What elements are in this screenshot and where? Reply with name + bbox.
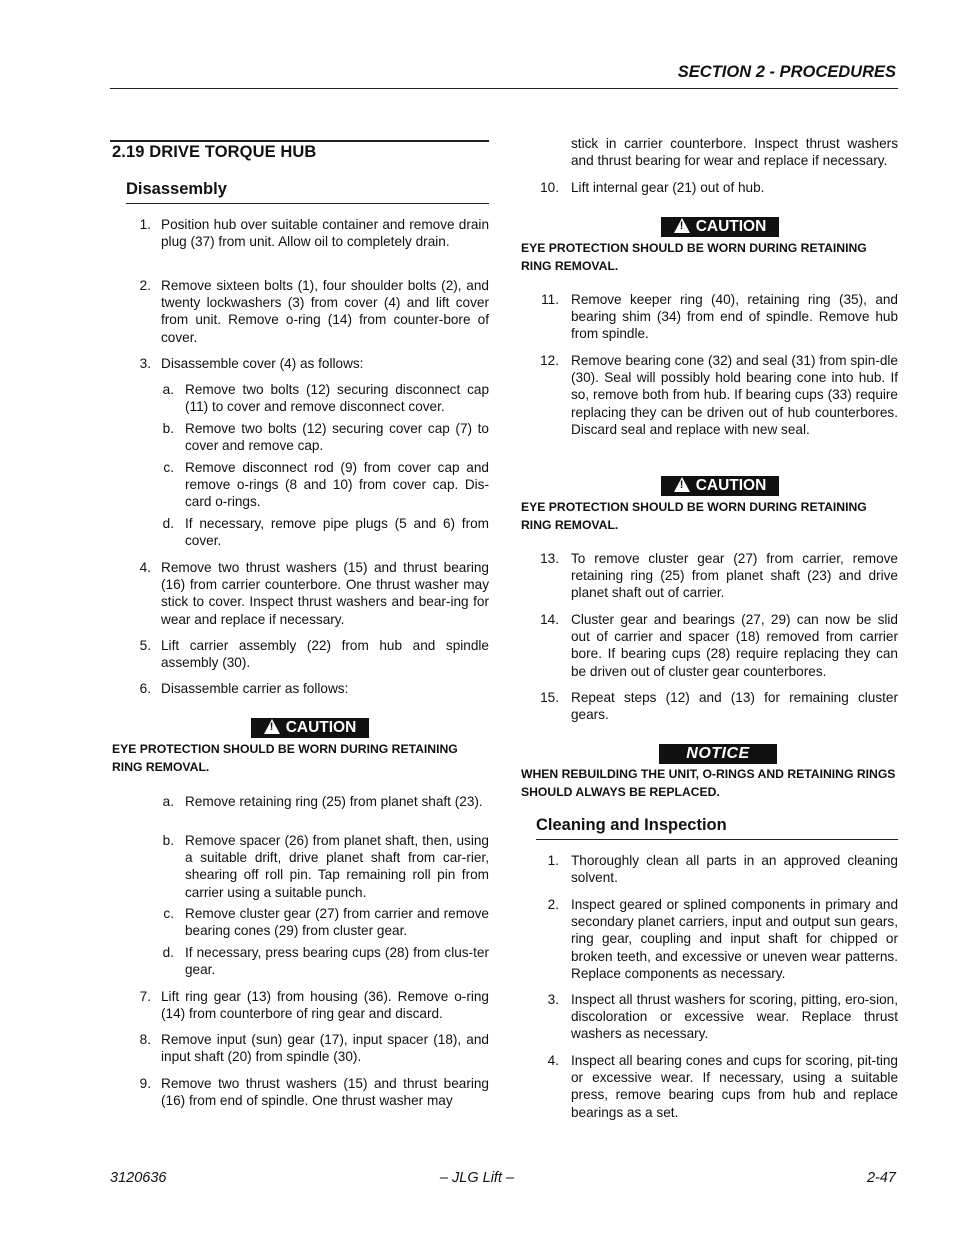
- step-7: [139, 988, 489, 1022]
- warning-triangle-icon: !: [674, 477, 690, 492]
- substep-text: Remove two bolts (12) securing disconnect cap (11) to cover and remove disconnect cover.: [185, 382, 489, 415]
- caution-text: EYE PROTECTION SHOULD BE WORN DURING RETAINING RING REMOVAL.: [521, 241, 867, 273]
- substep-letter: c.: [163, 460, 174, 475]
- header-divider: [110, 88, 898, 89]
- substep-3c: [163, 459, 489, 511]
- step-6: [139, 680, 489, 697]
- step-number: 2.: [547, 897, 559, 912]
- step-1: [139, 216, 489, 250]
- cleaning-step-3: [547, 991, 898, 1043]
- substep-6c: [163, 905, 489, 939]
- section-title: 2.19 DRIVE TORQUE HUB: [112, 143, 317, 161]
- step-text: Disassemble cover (4) as follows:: [161, 356, 364, 371]
- step-text: Thoroughly clean all parts in an approved cleaning solvent.: [571, 853, 898, 886]
- section-header-title: SECTION 2 - PROCEDURES: [677, 63, 896, 81]
- step-text: Remove two thrust washers (15) and thrust bearing (16) from end of spindle. One thrust washer may: [161, 1076, 489, 1109]
- caution-label: CAUTION: [695, 477, 767, 494]
- step-number: 13.: [540, 551, 559, 566]
- substep-text: Remove two bolts (12) securing cover cap (7) to cover and remove cap.: [185, 421, 489, 454]
- step-text: Inspect geared or splined components in primary and secondary planet carriers, input and output sun gears, ring gear, coupling and input shaft for chipped or broken teeth, and excessive or uneven wear patterns. Replace components as necessary.: [571, 897, 898, 981]
- step-text: Inspect all thrust washers for scoring, pitting, ero-sion, discoloration or excessive wear. Replace thrust washers as necessary.: [571, 992, 898, 1042]
- step-number: 1.: [547, 853, 559, 868]
- substep-text: Remove retaining ring (25) from planet shaft (23).: [185, 794, 483, 809]
- notice-text: WHEN REBUILDING THE UNIT, O-RINGS AND RETAINING RINGS SHOULD ALWAYS BE REPLACED.: [521, 767, 896, 799]
- substep-3a: [162, 381, 489, 415]
- substep-6b: [162, 832, 489, 901]
- cleaning-step-1: [547, 852, 898, 886]
- step-13: [540, 550, 898, 602]
- step-number: 1.: [139, 217, 151, 232]
- substep-text: Remove spacer (26) from planet shaft, then, using a suitable drift, drive planet shaft from car-rier, shearing off roll pin. Tap remaining roll pin from carrier using a suitable punch.: [185, 833, 489, 900]
- step-number: 3.: [139, 356, 151, 371]
- substep-letter: a.: [162, 382, 174, 397]
- substep-letter: d.: [162, 945, 174, 960]
- step-text: Lift ring gear (13) from housing (36). Remove o-ring (14) from counterbore of ring gear and discard.: [161, 989, 489, 1022]
- step-number: 4.: [139, 560, 151, 575]
- step-text: Remove sixteen bolts (1), four shoulder bolts (2), and twenty lockwashers (3) from cover (4) and lift cover from unit. Remove o-ring (14) from counter-bore of cover.: [161, 278, 489, 345]
- step-12: [540, 352, 898, 438]
- step-number: 14.: [540, 612, 559, 627]
- step-number: 11.: [541, 292, 559, 307]
- notice-banner: NOTICE: [659, 744, 777, 764]
- step-3: [139, 355, 489, 372]
- step-15: [540, 689, 898, 723]
- step-number: 5.: [139, 638, 151, 653]
- step-number: 9.: [139, 1076, 151, 1091]
- substep-6a: [162, 793, 489, 810]
- step-text: Position hub over suitable container and remove drain plug (37) from unit. Allow oil to completely drain.: [161, 217, 489, 250]
- caution-label: CAUTION: [285, 719, 357, 736]
- substep-3b: [162, 420, 489, 454]
- step-9-continued: [571, 135, 898, 169]
- step-text: Remove bearing cone (32) and seal (31) from spin-dle (30). Seal will possibly hold bearing cone into hub. If so, remove both from hub. If bearing cups (33) require replacing they can be driven out of hub counterbores. Discard seal and replace with new seal.: [571, 353, 898, 437]
- caution-text: EYE PROTECTION SHOULD BE WORN DURING RETAINING RING REMOVAL.: [521, 500, 867, 532]
- caution-banner: [661, 476, 779, 496]
- step-11: [541, 291, 898, 343]
- substep-letter: a.: [162, 794, 174, 809]
- step-number: 2.: [139, 278, 151, 293]
- step-text: Remove keeper ring (40), retaining ring (35), and bearing shim (34) from end of spindle. Remove hub from spindle.: [571, 292, 898, 342]
- step-number: 3.: [547, 992, 559, 1007]
- step-text: Remove input (sun) gear (17), input spacer (18), and input shaft (20) from spindle (30).: [161, 1032, 489, 1065]
- step-text: Remove two thrust washers (15) and thrust bearing (16) from carrier counterbore. One thrust washer may stick to cover. Inspect thrust washers and bear-ing for wear and replace if necessary.: [161, 560, 489, 627]
- step-number: 15.: [540, 690, 559, 705]
- substep-6d: [162, 944, 489, 978]
- substep-text: Remove disconnect rod (9) from cover cap and remove o-rings (8 and 10) from cover cap. Dis-card o-rings.: [185, 460, 489, 510]
- step-4: [139, 559, 489, 628]
- footer-publisher: – JLG Lift –: [439, 1170, 515, 1186]
- step-text: Inspect all bearing cones and cups for scoring, pit-ting or excessive wear. If necessary, using a suitable press, remove bearing cups from hub and replace bearings as a set.: [571, 1053, 898, 1120]
- step-8: [139, 1031, 489, 1065]
- step-text: To remove cluster gear (27) from carrier, remove retaining ring (25) from planet shaft (23) and drive planet shaft out of carrier.: [571, 551, 898, 601]
- step-text: Lift carrier assembly (22) from hub and spindle assembly (30).: [161, 638, 489, 671]
- substep-letter: b.: [162, 421, 174, 436]
- caution-text: EYE PROTECTION SHOULD BE WORN DURING RETAINING RING REMOVAL.: [112, 742, 458, 774]
- step-number: 12.: [540, 353, 559, 368]
- step-9: [139, 1075, 489, 1109]
- step-text: Disassemble carrier as follows:: [161, 681, 349, 696]
- section-divider: [110, 140, 489, 142]
- footer-document-number: 3120636: [110, 1170, 167, 1186]
- step-number: 10.: [540, 180, 559, 195]
- cleaning-step-4: [547, 1052, 898, 1121]
- substep-letter: c.: [163, 906, 174, 921]
- substep-text: Remove cluster gear (27) from carrier and remove bearing cones (29) from cluster gear.: [185, 906, 489, 939]
- warning-triangle-icon: !: [674, 218, 690, 233]
- step-2: [139, 277, 489, 346]
- caution-label: CAUTION: [695, 218, 767, 235]
- cleaning-heading: Cleaning and Inspection: [536, 816, 898, 840]
- step-5: [139, 637, 489, 671]
- substep-letter: d.: [162, 516, 174, 531]
- step-text: Cluster gear and bearings (27, 29) can now be slid out of carrier and spacer (18) removed from carrier bore. If bearing cups (28) require replacing they can be driven out of cluster gear counterbores.: [571, 612, 898, 679]
- step-14: [540, 611, 898, 680]
- step-text: stick in carrier counterbore. Inspect thrust washers and thrust bearing for wear and replace if necessary.: [571, 136, 898, 169]
- substep-letter: b.: [162, 833, 174, 848]
- step-number: 4.: [547, 1053, 559, 1068]
- step-number: 7.: [139, 989, 151, 1004]
- substep-text: If necessary, press bearing cups (28) from clus-ter gear.: [185, 945, 489, 978]
- step-text: Repeat steps (12) and (13) for remaining cluster gears.: [571, 690, 898, 723]
- warning-triangle-icon: !: [264, 719, 280, 734]
- step-number: 8.: [139, 1032, 151, 1047]
- cleaning-step-2: [547, 896, 898, 982]
- substep-text: If necessary, remove pipe plugs (5 and 6) from cover.: [185, 516, 489, 549]
- footer-page-number: 2-47: [866, 1170, 896, 1186]
- caution-banner: [251, 718, 369, 738]
- step-number: 6.: [139, 681, 151, 696]
- caution-banner: [661, 217, 779, 237]
- disassembly-heading: Disassembly: [126, 180, 489, 204]
- step-text: Lift internal gear (21) out of hub.: [571, 180, 765, 195]
- substep-3d: [162, 515, 489, 549]
- step-10: [540, 179, 898, 196]
